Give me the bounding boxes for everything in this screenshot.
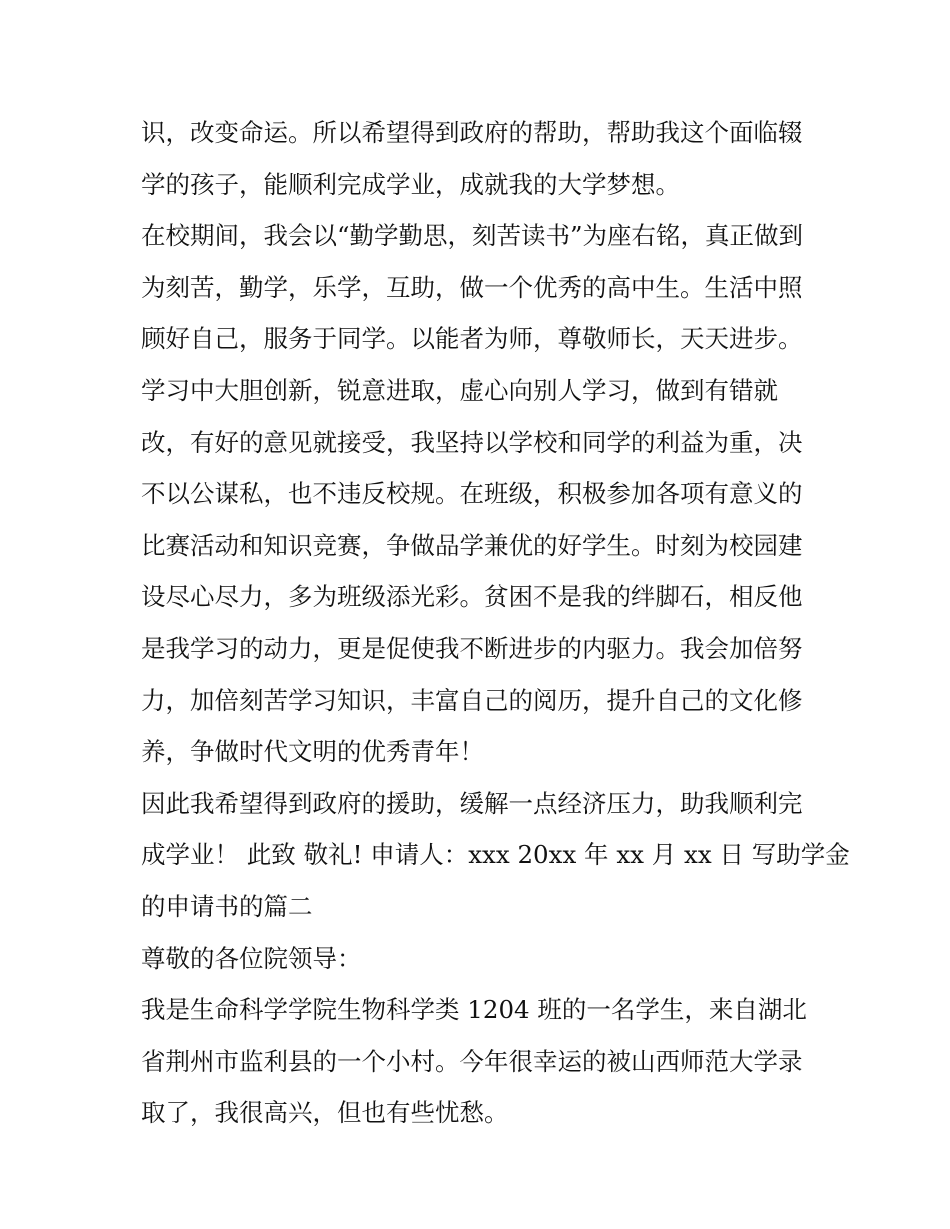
text-line: 尊敬的各位院领导：: [141, 943, 362, 973]
text-line: 在校期间，我会以“勤学勤思，刻苦读书”为座右铭，真正做到: [141, 221, 804, 251]
text-line: 设尽心尽力，多为班级添光彩。贫困不是我的绊脚石，相反他: [141, 582, 803, 612]
text-line: 力，加倍刻苦学习知识，丰富自己的阅历，提升自己的文化修: [141, 685, 803, 715]
body-text: [141, 107, 850, 1139]
text-line: 为刻苦，勤学，乐学，互助，做一个优秀的高中生。生活中照: [141, 272, 803, 302]
text-line: 是我学习的动力，更是促使我不断进步的内驱力。我会加倍努: [141, 633, 803, 663]
text-line: 顾好自己，服务于同学。以能者为师，尊敬师长，天天进步。: [141, 324, 803, 354]
text-line: 学习中大胆创新，锐意进取，虚心向别人学习，做到有错就: [141, 375, 778, 405]
text-line: 省荆州市监利县的一个小村。今年很幸运的被山西师范大学录: [141, 1046, 803, 1076]
text-line: 因此我希望得到政府的援助，缓解一点经济压力，助我顺利完: [141, 788, 803, 818]
text-line: 学的孩子，能顺利完成学业，成就我的大学梦想。: [141, 169, 680, 199]
text-line: 养，争做时代文明的优秀青年！: [141, 737, 484, 767]
text-line: 不以公谋私，也不违反校规。在班级，积极参加各项有意义的: [141, 479, 803, 509]
text-line: 识，改变命运。所以希望得到政府的帮助，帮助我这个面临辍: [141, 118, 803, 147]
text-line: 的申请书的篇二: [141, 891, 313, 921]
text-line: 取了，我很高兴，但也有些忧愁。: [141, 1098, 509, 1128]
text-line: 我是生命科学学院生物科学类 1204 班的一名学生，来自湖北: [141, 995, 807, 1025]
text-line: 成学业！ 此致 敬礼! 申请人：xxx 20xx 年 xx 月 xx 日 写助学金: [141, 840, 850, 870]
text-line: 比赛活动和知识竞赛，争做品学兼优的好学生。时刻为校园建: [141, 530, 803, 560]
text-line: 改，有好的意见就接受，我坚持以学校和同学的利益为重，决: [141, 427, 803, 457]
